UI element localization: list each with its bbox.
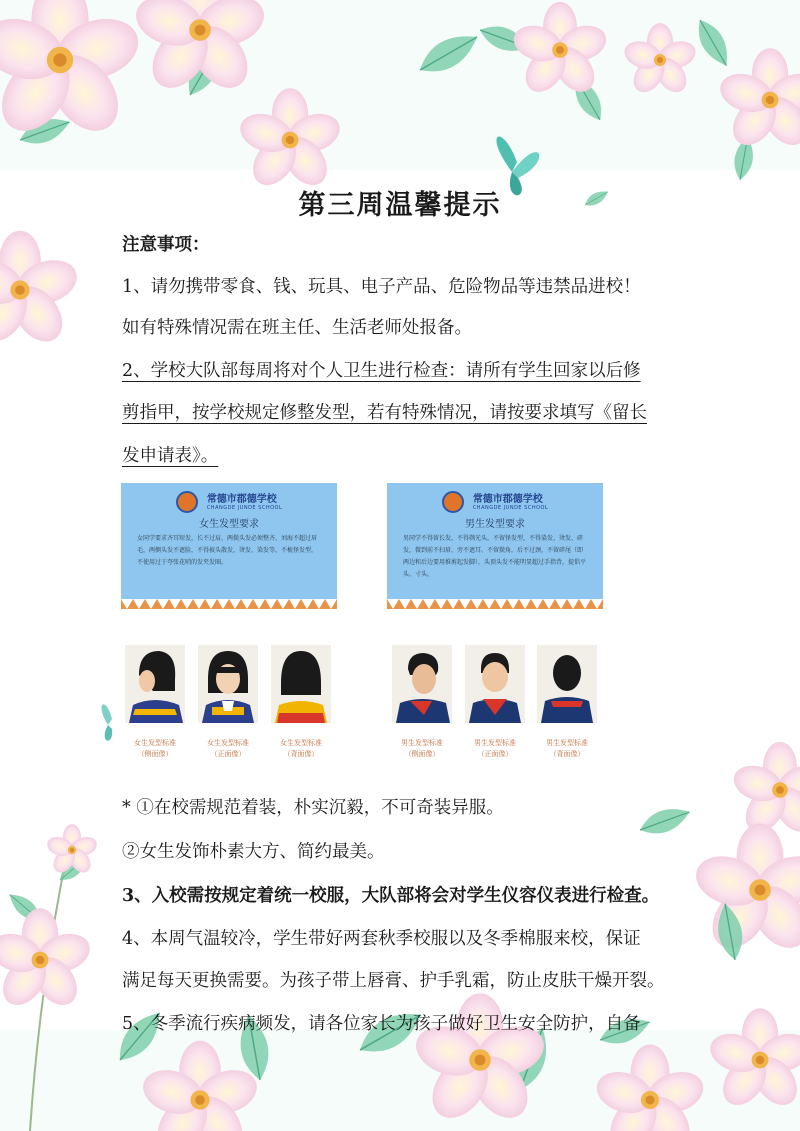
boy-side-caption: 男生发型标准 （侧面像） xyxy=(401,739,443,758)
boys-hairstyle-card xyxy=(387,483,603,609)
page-title: 第三周温馨提示 xyxy=(298,190,502,221)
item-3: 3、入校需按规定着统一校服，大队部将会对学生仪容仪表进行检查。 xyxy=(122,886,660,906)
notice-heading: 注意事项： xyxy=(122,235,210,255)
school-logo-icon xyxy=(176,491,198,513)
item-5-line-1: 5、冬季流行疾病频发，请各位家长为孩子做好卫生安全防护，自备 xyxy=(122,1014,641,1034)
school-name: 常德市郡德学校 xyxy=(206,493,277,505)
girl-side-caption: 女生发型标准 （侧面像） xyxy=(134,739,176,758)
boy-back-photo xyxy=(537,645,597,723)
zigzag-border-decoration xyxy=(387,599,603,609)
girl-front-caption: 女生发型标准 （正面像） xyxy=(207,739,249,758)
girls-card-body: 女同学要求齐耳短发，长不过肩，两鬓头发必须整齐，刘海不超过眉毛，两侧头发不遮脸，不得披头散发，烫发、染发等，不梳怪发型，不使用过于夸张花哨的发夹发圈。 xyxy=(137,535,318,566)
boys-card-body: 男同学不得留长发，不得剃光头，不留怪发型，不得染发、烫发、碎发，微到前不扫眉、旁不遮耳、不留鬓角，后不过颈，不留碎尾（即两边和后边要用推剪起发脚），头顶头发不能明显超过手指背，提倡平头、寸头。 xyxy=(403,535,587,578)
girls-hairstyle-card xyxy=(121,483,337,609)
item-4-line-1: 4、本周气温较冷，学生带好两套秋季校服以及冬季棉服来校，保证 xyxy=(122,929,641,949)
school-name-en: CHANGDE JUNDE SCHOOL xyxy=(472,504,549,511)
boy-back-caption: 男生发型标准 （背面像） xyxy=(546,739,588,758)
item-1-line-1: 1、请勿携带零食、钱、玩具、电子产品、危险物品等违禁品进校！ xyxy=(122,277,641,297)
item-1-line-2: 如有特殊情况需在班主任、生活老师处报备。 xyxy=(122,318,472,338)
school-name: 常德市郡德学校 xyxy=(472,493,543,505)
girl-side-photo xyxy=(125,645,185,723)
school-name-en: CHANGDE JUNDE SCHOOL xyxy=(206,504,283,511)
zigzag-border-decoration xyxy=(121,599,337,609)
girl-back-caption: 女生发型标准 （背面像） xyxy=(280,739,322,758)
boy-side-photo xyxy=(392,645,452,723)
girls-card-title: 女生发型要求 xyxy=(199,519,259,530)
girl-back-photo xyxy=(271,645,331,723)
item-2-line-2: 剪指甲，按学校规定修整发型，若有特殊情况，请按要求填写《留长 xyxy=(122,403,647,423)
item-2-line-3: 发申请表》。 xyxy=(122,446,219,466)
school-logo-icon xyxy=(442,491,464,513)
boy-front-caption: 男生发型标准 （正面像） xyxy=(474,739,516,758)
item-4-line-2: 满足每天更换需要。为孩子带上唇膏、护手乳霜，防止皮肤干燥开裂。 xyxy=(122,971,665,991)
item-2-line-1: 2、学校大队部每周将对个人卫生进行检查：请所有学生回家以后修 xyxy=(122,361,641,381)
item-2-note-1: * ①在校需规范着装，朴实沉毅，不可奇装异服。 xyxy=(122,798,504,818)
boys-card-title: 男生发型要求 xyxy=(465,519,525,530)
boy-front-photo xyxy=(465,645,525,723)
item-2-note-2: ②女生发饰朴素大方、简约最美。 xyxy=(122,842,385,862)
girl-front-photo xyxy=(198,645,258,723)
